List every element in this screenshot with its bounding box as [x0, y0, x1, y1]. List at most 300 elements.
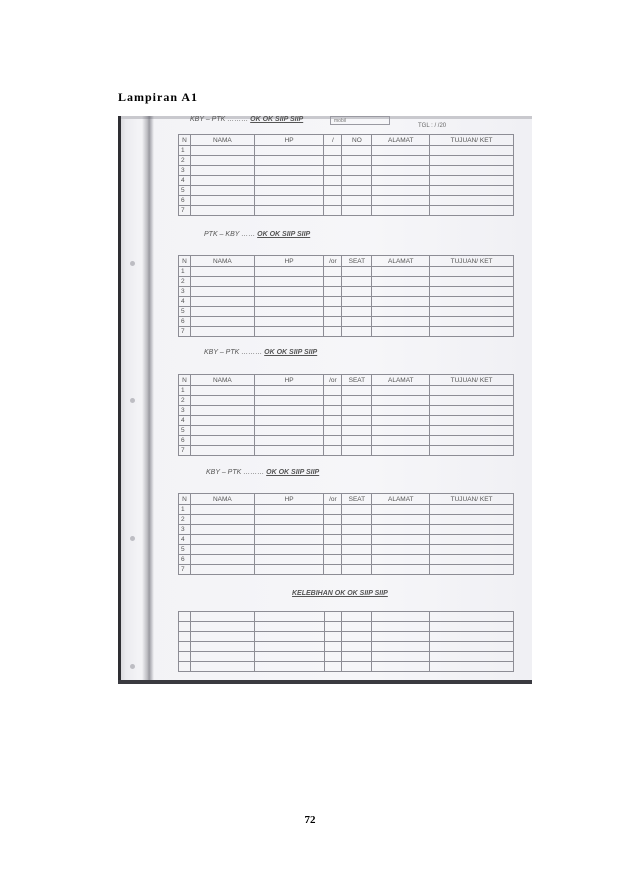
blank-cell: [342, 525, 372, 535]
blank-cell: [190, 535, 254, 545]
section-2-route: [204, 231, 310, 238]
blank-cell: [324, 176, 342, 186]
table-row: [179, 632, 514, 642]
blank-cell: [190, 327, 254, 337]
blank-cell: [430, 642, 514, 652]
row-number: 5: [179, 307, 191, 317]
blank-cell: [254, 525, 324, 535]
row-number: 5: [179, 426, 191, 436]
blank-cell: [372, 307, 430, 317]
blank-cell: [324, 436, 342, 446]
punch-hole: [130, 536, 135, 541]
blank-cell: [372, 386, 430, 396]
blank-cell: [190, 642, 254, 652]
blank-cell: [430, 612, 514, 622]
table-row: [179, 436, 514, 446]
column-header: N: [179, 135, 191, 146]
blank-cell: [324, 267, 342, 277]
blank-cell: [324, 642, 342, 652]
scanned-form-image: [118, 116, 532, 684]
date-field: TGL : / /20: [418, 123, 447, 129]
row-number: 1: [179, 386, 191, 396]
blank-cell: [254, 555, 324, 565]
blank-cell: [254, 406, 324, 416]
table-row: [179, 515, 514, 525]
table-row: [179, 565, 514, 575]
column-header: /or: [324, 256, 342, 267]
blank-cell: [430, 196, 514, 206]
blank-cell: [372, 146, 430, 156]
blank-cell: [254, 287, 324, 297]
blank-cell: [190, 505, 254, 515]
row-number: 6: [179, 317, 191, 327]
blank-cell: [254, 515, 324, 525]
blank-cell: [430, 535, 514, 545]
blank-cell: [254, 386, 324, 396]
column-header: N: [179, 375, 191, 386]
table-row: [179, 535, 514, 545]
column-header: NO: [342, 135, 372, 146]
blank-cell: [372, 652, 430, 662]
blank-cell: [430, 206, 514, 216]
appendix-caption: Lampiran A1: [118, 90, 199, 104]
table-row: [179, 612, 514, 622]
blank-cell: [372, 622, 430, 632]
table-header-row: [179, 256, 514, 267]
table-row: [179, 426, 514, 436]
blank-cell: [254, 317, 324, 327]
blank-cell: [190, 196, 254, 206]
table-row: [179, 206, 514, 216]
blank-cell: [372, 206, 430, 216]
blank-cell: [190, 652, 254, 662]
blank-cell: [430, 416, 514, 426]
column-header: NAMA: [190, 135, 254, 146]
blank-cell: [372, 632, 430, 642]
blank-cell: [342, 612, 372, 622]
blank-cell: [324, 186, 342, 196]
row-number: 3: [179, 287, 191, 297]
page-number: 72: [304, 814, 316, 826]
blank-cell: [254, 196, 324, 206]
blank-cell: [430, 327, 514, 337]
row-number: 5: [179, 186, 191, 196]
blank-cell: [254, 426, 324, 436]
row-number: 5: [179, 545, 191, 555]
blank-cell: [430, 166, 514, 176]
blank-cell: [324, 612, 342, 622]
blank-cell: [190, 662, 254, 672]
blank-cell: [190, 307, 254, 317]
blank-cell: [254, 416, 324, 426]
table-header-row: [179, 494, 514, 505]
blank-cell: [324, 287, 342, 297]
blank-cell: [372, 196, 430, 206]
passenger-table-1: [178, 134, 514, 216]
blank-cell: [342, 386, 372, 396]
column-header: /or: [324, 375, 342, 386]
blank-cell: [372, 277, 430, 287]
table-row: [179, 307, 514, 317]
column-header: TUJUAN/ KET: [430, 375, 514, 386]
row-number: 4: [179, 535, 191, 545]
blank-cell: [430, 267, 514, 277]
route-text: KBY – PTK ………: [204, 349, 265, 356]
row-number: 4: [179, 416, 191, 426]
row-number: 1: [179, 505, 191, 515]
scan-top-edge: [118, 116, 532, 119]
section-4-route: [206, 469, 319, 476]
blank-cell: [190, 436, 254, 446]
blank-cell: [254, 642, 324, 652]
punch-hole: [130, 664, 135, 669]
blank-cell: [430, 436, 514, 446]
blank-cell: [342, 555, 372, 565]
blank-cell: [324, 545, 342, 555]
blank-cell: [190, 166, 254, 176]
table-row: [179, 156, 514, 166]
blank-cell: [190, 416, 254, 426]
blank-cell: [324, 327, 342, 337]
blank-cell: [190, 632, 254, 642]
column-header: N: [179, 256, 191, 267]
blank-cell: [324, 426, 342, 436]
row-number: 6: [179, 196, 191, 206]
blank-cell: [430, 446, 514, 456]
blank-cell: [324, 505, 342, 515]
blank-cell: [342, 196, 372, 206]
column-header: NAMA: [190, 494, 254, 505]
blank-cell: [430, 622, 514, 632]
blank-cell: [324, 446, 342, 456]
blank-cell: [342, 565, 372, 575]
blank-cell: [430, 406, 514, 416]
blank-cell: [324, 515, 342, 525]
column-header: ALAMAT: [372, 494, 430, 505]
section-1-route: [190, 116, 303, 123]
blank-cell: [324, 317, 342, 327]
table-row: [179, 642, 514, 652]
blank-cell: [190, 156, 254, 166]
blank-cell: [254, 622, 324, 632]
blank-cell: [342, 662, 372, 672]
blank-cell: [324, 196, 342, 206]
blank-cell: [254, 632, 324, 642]
scan-left-edge: [118, 116, 121, 684]
table-row: [179, 166, 514, 176]
row-number: 7: [179, 446, 191, 456]
column-header: TUJUAN/ KET: [430, 135, 514, 146]
column-header: N: [179, 494, 191, 505]
column-header: TUJUAN/ KET: [430, 256, 514, 267]
table-row: [179, 317, 514, 327]
blank-cell: [254, 436, 324, 446]
blank-cell: [179, 612, 191, 622]
table-row: [179, 297, 514, 307]
row-number: 7: [179, 565, 191, 575]
table-row: [179, 176, 514, 186]
row-number: 3: [179, 406, 191, 416]
blank-cell: [254, 166, 324, 176]
table-row: [179, 505, 514, 515]
row-number: 6: [179, 436, 191, 446]
blank-cell: [372, 156, 430, 166]
blank-cell: [342, 515, 372, 525]
blank-cell: [190, 297, 254, 307]
blank-cell: [190, 317, 254, 327]
table-row: [179, 555, 514, 565]
column-header: SEAT: [342, 256, 372, 267]
blank-cell: [342, 426, 372, 436]
route-status: OK OK SIIP SIIP: [266, 469, 320, 476]
punch-hole: [130, 398, 135, 403]
blank-cell: [324, 146, 342, 156]
blank-cell: [342, 166, 372, 176]
blank-cell: [190, 396, 254, 406]
table-row: [179, 146, 514, 156]
blank-cell: [254, 446, 324, 456]
blank-cell: [190, 555, 254, 565]
blank-cell: [324, 416, 342, 426]
blank-cell: [372, 505, 430, 515]
blank-cell: [190, 176, 254, 186]
blank-cell: [430, 525, 514, 535]
blank-cell: [430, 555, 514, 565]
blank-cell: [372, 662, 430, 672]
blank-cell: [372, 525, 430, 535]
passenger-table-2: [178, 255, 514, 337]
table-row: [179, 267, 514, 277]
column-header: /: [324, 135, 342, 146]
blank-cell: [190, 406, 254, 416]
scan-binding-shadow: [142, 116, 154, 684]
table-row: [179, 446, 514, 456]
blank-cell: [342, 277, 372, 287]
blank-cell: [190, 622, 254, 632]
table-row: [179, 186, 514, 196]
blank-cell: [342, 642, 372, 652]
blank-cell: [190, 206, 254, 216]
blank-cell: [372, 327, 430, 337]
blank-cell: [342, 176, 372, 186]
blank-cell: [190, 612, 254, 622]
table-row: [179, 277, 514, 287]
punch-hole: [130, 261, 135, 266]
blank-cell: [254, 396, 324, 406]
column-header: NAMA: [190, 375, 254, 386]
route-text: KBY – PTK ………: [190, 116, 251, 123]
column-header: /or: [324, 494, 342, 505]
blank-cell: [372, 267, 430, 277]
blank-cell: [254, 505, 324, 515]
blank-cell: [430, 186, 514, 196]
blank-cell: [342, 545, 372, 555]
blank-cell: [324, 662, 342, 672]
blank-cell: [179, 652, 191, 662]
blank-cell: [324, 297, 342, 307]
blank-cell: [324, 652, 342, 662]
column-header: HP: [254, 494, 324, 505]
blank-cell: [254, 565, 324, 575]
blank-cell: [254, 277, 324, 287]
row-number: 4: [179, 297, 191, 307]
blank-cell: [430, 287, 514, 297]
route-status: OK OK SIIP SIIP: [264, 349, 318, 356]
blank-cell: [430, 146, 514, 156]
blank-cell: [342, 146, 372, 156]
blank-cell: [372, 565, 430, 575]
blank-cell: [179, 632, 191, 642]
blank-cell: [324, 406, 342, 416]
blank-cell: [324, 166, 342, 176]
table-row: [179, 525, 514, 535]
blank-cell: [190, 446, 254, 456]
blank-cell: [342, 327, 372, 337]
blank-cell: [190, 545, 254, 555]
blank-cell: [372, 515, 430, 525]
blank-cell: [342, 206, 372, 216]
row-number: 2: [179, 156, 191, 166]
blank-cell: [254, 156, 324, 166]
blank-cell: [324, 622, 342, 632]
blank-cell: [342, 652, 372, 662]
blank-cell: [190, 525, 254, 535]
column-header: HP: [254, 135, 324, 146]
blank-cell: [254, 297, 324, 307]
blank-cell: [342, 505, 372, 515]
column-header: SEAT: [342, 375, 372, 386]
blank-cell: [342, 267, 372, 277]
blank-cell: [430, 545, 514, 555]
table-row: [179, 652, 514, 662]
blank-cell: [430, 515, 514, 525]
blank-cell: [430, 176, 514, 186]
blank-cell: [254, 267, 324, 277]
blank-cell: [430, 297, 514, 307]
blank-cell: [372, 317, 430, 327]
blank-cell: [372, 287, 430, 297]
blank-cell: [372, 436, 430, 446]
blank-cell: [190, 146, 254, 156]
blank-cell: [372, 297, 430, 307]
passenger-table-4: [178, 493, 514, 575]
blank-cell: [372, 416, 430, 426]
row-number: 7: [179, 206, 191, 216]
section-3-route: [204, 349, 317, 356]
blank-cell: [430, 505, 514, 515]
column-header: NAMA: [190, 256, 254, 267]
blank-cell: [190, 186, 254, 196]
blank-cell: [342, 446, 372, 456]
table-row: [179, 545, 514, 555]
column-header: SEAT: [342, 494, 372, 505]
blank-cell: [190, 287, 254, 297]
column-header: ALAMAT: [372, 135, 430, 146]
blank-cell: [254, 146, 324, 156]
blank-cell: [190, 426, 254, 436]
row-number: 4: [179, 176, 191, 186]
blank-cell: [324, 386, 342, 396]
blank-cell: [254, 535, 324, 545]
column-header: ALAMAT: [372, 256, 430, 267]
table-row: [179, 662, 514, 672]
column-header: TUJUAN/ KET: [430, 494, 514, 505]
table-row: [179, 327, 514, 337]
blank-cell: [430, 565, 514, 575]
row-number: 7: [179, 327, 191, 337]
blank-cell: [430, 662, 514, 672]
blank-cell: [342, 632, 372, 642]
blank-cell: [372, 186, 430, 196]
blank-cell: [342, 396, 372, 406]
blank-cell: [254, 662, 324, 672]
table-row: [179, 196, 514, 206]
blank-cell: [324, 277, 342, 287]
table-row: [179, 622, 514, 632]
route-text: KBY – PTK ………: [206, 469, 267, 476]
blank-cell: [190, 565, 254, 575]
table-header-row: [179, 135, 514, 146]
blank-cell: [430, 307, 514, 317]
blank-cell: [342, 297, 372, 307]
row-number: 6: [179, 555, 191, 565]
vehicle-box: mobil: [330, 116, 390, 125]
blank-cell: [254, 652, 324, 662]
blank-cell: [179, 622, 191, 632]
blank-cell: [324, 555, 342, 565]
blank-cell: [342, 307, 372, 317]
blank-cell: [324, 525, 342, 535]
blank-cell: [372, 446, 430, 456]
blank-cell: [254, 186, 324, 196]
blank-cell: [190, 267, 254, 277]
blank-cell: [190, 277, 254, 287]
table-row: [179, 406, 514, 416]
blank-cell: [342, 156, 372, 166]
row-number: 3: [179, 166, 191, 176]
blank-cell: [324, 156, 342, 166]
blank-cell: [179, 642, 191, 652]
table-row: [179, 396, 514, 406]
blank-cell: [372, 176, 430, 186]
blank-cell: [430, 652, 514, 662]
blank-cell: [342, 416, 372, 426]
row-number: 2: [179, 396, 191, 406]
blank-cell: [342, 287, 372, 297]
blank-cell: [190, 386, 254, 396]
blank-cell: [430, 426, 514, 436]
blank-cell: [372, 396, 430, 406]
row-number: 2: [179, 277, 191, 287]
row-number: 1: [179, 267, 191, 277]
row-number: 1: [179, 146, 191, 156]
blank-cell: [342, 317, 372, 327]
blank-cell: [372, 166, 430, 176]
blank-cell: [372, 426, 430, 436]
blank-cell: [430, 632, 514, 642]
blank-cell: [324, 206, 342, 216]
row-number: 3: [179, 525, 191, 535]
table-row: [179, 386, 514, 396]
blank-cell: [372, 535, 430, 545]
blank-cell: [372, 545, 430, 555]
route-status: OK OK SIIP SIIP: [250, 116, 304, 123]
table-row: [179, 287, 514, 297]
blank-cell: [372, 642, 430, 652]
table-row: [179, 416, 514, 426]
blank-cell: [372, 406, 430, 416]
blank-cell: [324, 307, 342, 317]
